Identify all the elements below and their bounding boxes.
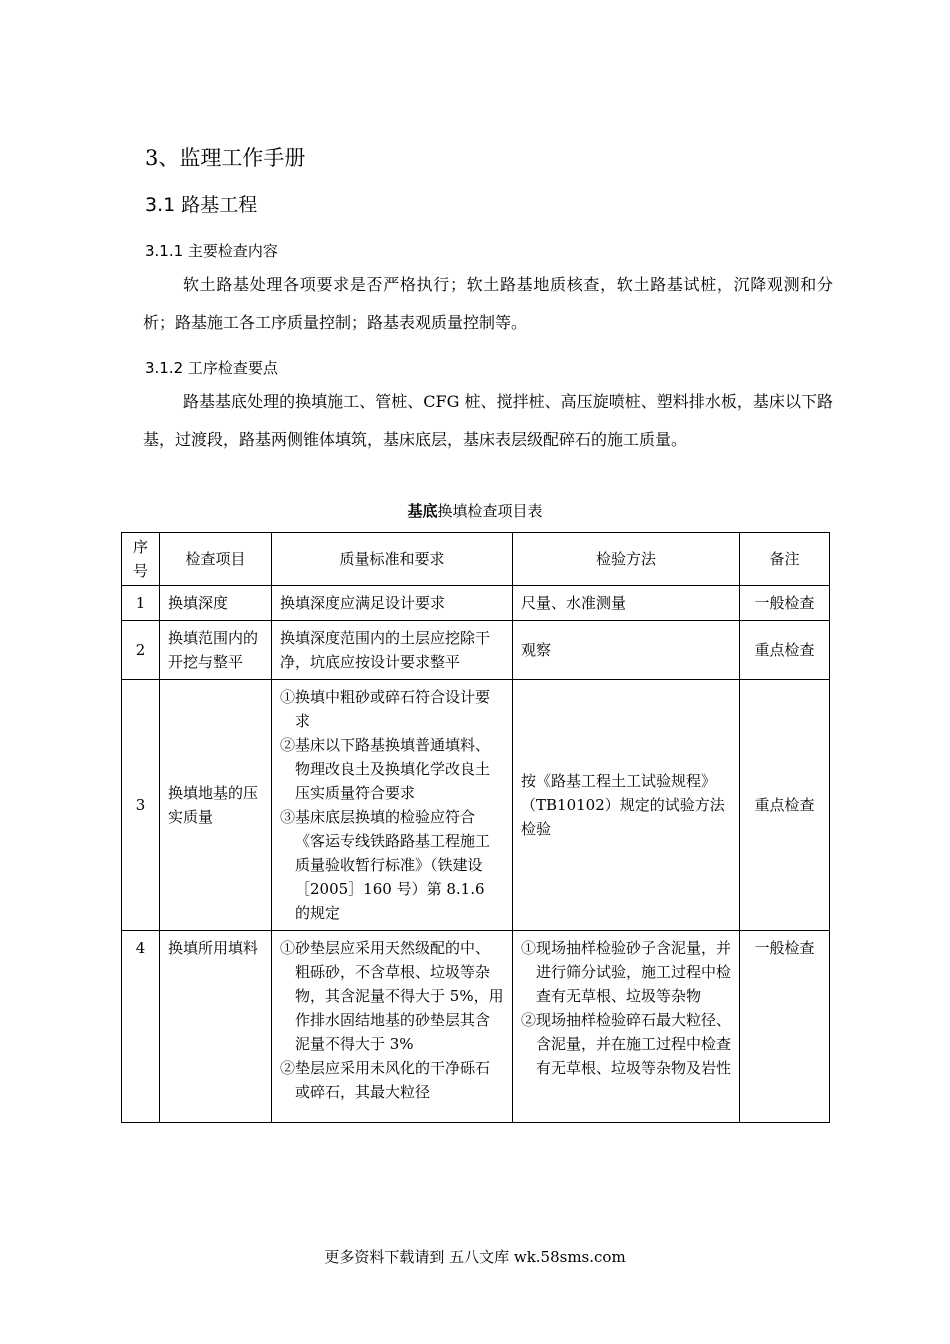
table-row bbox=[122, 931, 830, 1123]
subsubsection-title-main-inspection: 3.1.1 主要检查内容 bbox=[145, 242, 278, 260]
standard-list-item: ①砂垫层应采用天然级配的中、粗砾砂，不含草根、垃圾等杂物，其含泥量不得大于 5%，用作排水固结地基的砂垫层其含泥量不得大于 3% bbox=[280, 939, 504, 1053]
section-title: 3、监理工作手册 bbox=[145, 146, 306, 170]
subsubsection-title-process-inspection: 3.1.2 工序检查要点 bbox=[145, 359, 278, 377]
table-caption bbox=[0, 500, 950, 521]
row-remark: 一般检查 bbox=[740, 931, 830, 1123]
row-remark: 重点检查 bbox=[740, 621, 830, 680]
row-standard: 换填深度范围内的土层应挖除干净，坑底应按设计要求整平 bbox=[272, 621, 513, 680]
paragraph-process-inspection: 路基基底处理的换填施工、管桩、CFG 桩、搅拌桩、高压旋喷桩、塑料排水板，基床以下路基，过渡段，路基两侧锥体填筑，基床底层，基床表层级配碎石的施工质量。 bbox=[143, 392, 833, 449]
header-remark: 备注 bbox=[740, 533, 830, 586]
row-seq: 1 bbox=[122, 586, 160, 621]
table-caption-rest: 换填检查项目表 bbox=[437, 502, 543, 520]
standard-list-item: ③基床底层换填的检验应符合《客运专线铁路路基工程施工质量验收暂行标准》（铁建设［2005］160 号）第 8.1.6 的规定 bbox=[280, 808, 491, 922]
method-list-item: ②现场抽样检验碎石最大粒径、含泥量，并在施工过程中检查有无草根、垃圾等杂物及岩性 bbox=[521, 1011, 732, 1077]
header-standard: 质量标准和要求 bbox=[272, 533, 513, 586]
header-item: 检查项目 bbox=[160, 533, 272, 586]
method-list-item: ①现场抽样检验砂子含泥量，并进行筛分试验，施工过程中检查有无草根、垃圾等杂物 bbox=[521, 939, 732, 1005]
standard-list-item: ②垫层应采用未风化的干净砾石或碎石，其最大粒径 bbox=[280, 1059, 491, 1101]
row-item: 换填所用填料 bbox=[160, 931, 272, 1123]
table-row bbox=[122, 621, 830, 680]
row-item: 换填深度 bbox=[160, 586, 272, 621]
table-row bbox=[122, 586, 830, 621]
row-item: 换填范围内的开挖与整平 bbox=[160, 621, 272, 680]
row-seq: 2 bbox=[122, 621, 160, 680]
table-row bbox=[122, 680, 830, 931]
standard-list-item: ②基床以下路基换填普通填料、物理改良土及换填化学改良土压实质量符合要求 bbox=[280, 736, 491, 802]
header-seq: 序号 bbox=[122, 533, 160, 586]
row-standard bbox=[272, 680, 513, 931]
row-method: 按《路基工程土工试验规程》（TB10102）规定的试验方法检验 bbox=[513, 680, 740, 931]
row-seq: 3 bbox=[122, 680, 160, 931]
row-method: 观察 bbox=[513, 621, 740, 680]
footer-download-note: 更多资料下载请到 五八文库 wk.58sms.com bbox=[324, 1248, 626, 1266]
table-header-row bbox=[122, 533, 830, 586]
paragraph-main-inspection: 软土路基处理各项要求是否严格执行；软土路基地质核查，软土路基试桩，沉降观测和分析；路基施工各工序质量控制；路基表观质量控制等。 bbox=[143, 275, 833, 332]
row-method bbox=[513, 931, 740, 1123]
subsection-title: 3.1 路基工程 bbox=[145, 194, 258, 216]
header-method: 检验方法 bbox=[513, 533, 740, 586]
row-remark: 一般检查 bbox=[740, 586, 830, 621]
inspection-table bbox=[121, 532, 830, 1123]
table-caption-bold: 基底 bbox=[407, 502, 438, 520]
row-standard: 换填深度应满足设计要求 bbox=[272, 586, 513, 621]
row-item: 换填地基的压实质量 bbox=[160, 680, 272, 931]
standard-list-item: ①换填中粗砂或碎石符合设计要求 bbox=[280, 688, 491, 730]
row-method: 尺量、水准测量 bbox=[513, 586, 740, 621]
row-remark: 重点检查 bbox=[740, 680, 830, 931]
row-seq: 4 bbox=[122, 931, 160, 1123]
row-standard bbox=[272, 931, 513, 1123]
